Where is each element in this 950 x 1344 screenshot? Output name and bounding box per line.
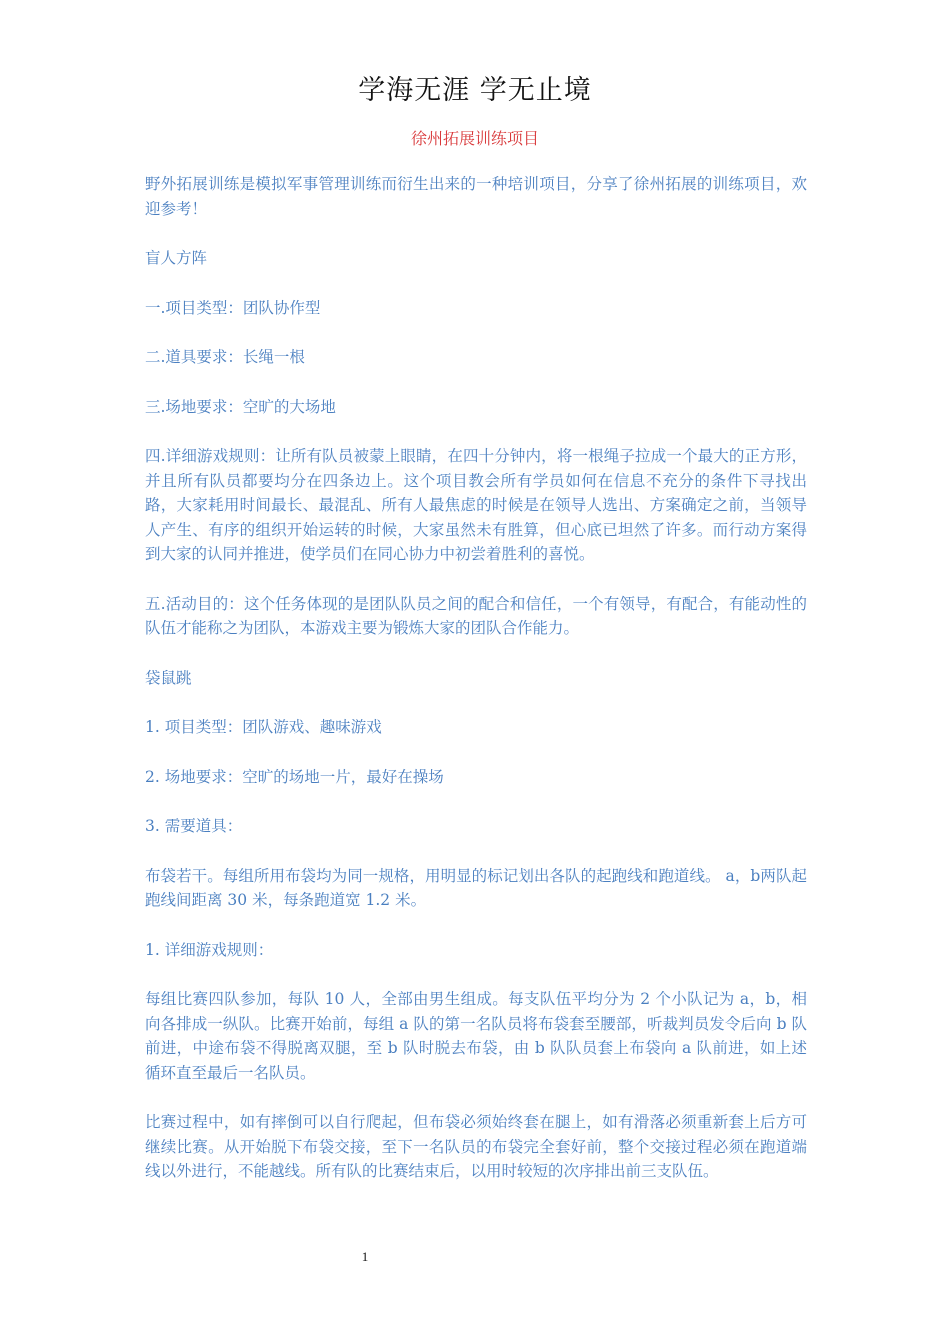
paragraph: 比赛过程中，如有摔倒可以自行爬起，但布袋必须始终套在腿上，如有滑落必须重新套上后方可继续比赛。从开始脱下布袋交接，至下一名队员的布袋完全套好前，整个交接过程必须在跑道端线以外进行，不能越线。所有队的比赛结束后，以用时较短的次序排出前三支队伍。 (145, 1113, 807, 1180)
page-header-title: 学海无涯 学无止境 (358, 75, 592, 106)
paragraph: 三.场地要求：空旷的大场地 (145, 397, 336, 416)
paragraph: 二.道具要求：长绳一根 (145, 348, 305, 366)
paragraph: 布袋若干。每组所用布袋均为同一规格，用明显的标记划出各队的起跑线和跑道线。 a，b两队起跑线间距离 30 米，每条跑道宽 1.2 米。 (145, 866, 807, 909)
document-subtitle: 徐州拓展训练项目 (410, 129, 539, 148)
paragraph: 每组比赛四队参加，每队 10 人，全部由男生组成。每支队伍平均分为 2 个小队记为 a，b，相向各排成一纵队。比赛开始前，每组 a 队的第一名队员将布袋套至腰部，听裁判员发令后向 b 队前进，中途布袋不得脱离双腿，至 b 队时脱去布袋，由 b 队队员套上布袋向 a 队前进，如上述循环直至最后一名队员。 (145, 990, 807, 1082)
section-heading-blind-square: 盲人方阵 (145, 249, 208, 267)
page-number: 1 (361, 1249, 369, 1264)
paragraph: 一.项目类型：团队协作型 (145, 298, 321, 317)
paragraph: 2. 场地要求：空旷的场地一片，最好在操场 (145, 767, 444, 786)
intro-paragraph: 野外拓展训练是模拟军事管理训练而衍生出来的一种培训项目，分享了徐州拓展的训练项目，欢迎参考！ (145, 175, 807, 218)
paragraph: 四.详细游戏规则：让所有队员被蒙上眼睛，在四十分钟内，将一根绳子拉成一个最大的正方形，并且所有队员都要均分在四条边上。这个项目教会所有学员如何在信息不充分的条件下寻找出路，大家耗用时间最长、最混乱、所有人最焦虑的时候是在领导人选出、方案确定之前，当领导人产生、有序的组织开始运转的时候，大家虽然未有胜算，但心底已坦然了许多。而行动方案得到大家的认同并推进，使学员们在同心协力中初尝着胜利的喜悦。 (145, 447, 807, 563)
section-heading-kangaroo-jump: 袋鼠跳 (145, 668, 192, 687)
paragraph: 五.活动目的：这个任务体现的是团队队员之间的配合和信任，一个有领导，有配合，有能动性的队伍才能称之为团队，本游戏主要为锻炼大家的团队合作能力。 (145, 594, 807, 637)
paragraph: 1. 项目类型：团队游戏、趣味游戏 (145, 718, 382, 736)
document-body (145, 172, 807, 1209)
paragraph: 3. 需要道具： (145, 817, 243, 835)
paragraph: 1. 详细游戏规则： (145, 940, 274, 959)
